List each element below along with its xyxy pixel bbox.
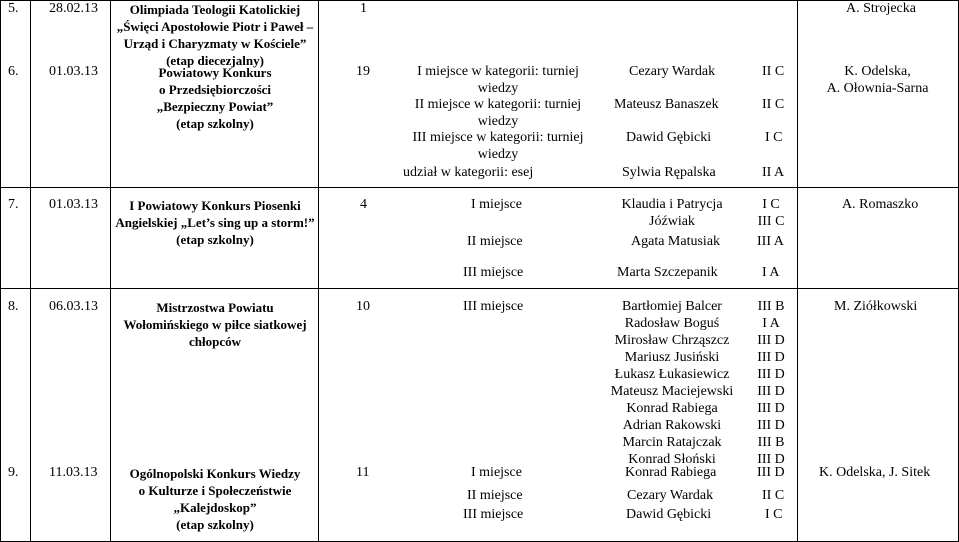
teacher-name: A. Romaszko xyxy=(842,197,919,212)
row-date: 28.02.13 xyxy=(49,1,98,16)
class-name: II C xyxy=(762,488,785,503)
row-number: 6. xyxy=(8,64,19,79)
class-name: I A xyxy=(762,316,780,331)
student-name: Konrad Słoński xyxy=(628,452,716,467)
result-place xyxy=(398,96,598,130)
title-line: Angielskiej „Let’s sing up a storm!” xyxy=(115,215,315,230)
competition-title xyxy=(112,299,318,350)
student-name: Cezary Wardak xyxy=(629,64,716,79)
student-name: Marta Szczepanik xyxy=(617,265,718,280)
student-list xyxy=(590,298,754,468)
student-name: Mateusz Banaszek xyxy=(614,97,719,112)
title-line: o Przedsiębiorczości xyxy=(158,82,272,97)
title-line: „Święci Apostołowie Piotr i Paweł – xyxy=(116,19,314,34)
title-line: (etap diecezjalny) xyxy=(166,53,264,68)
title-line: (etap szkolny) xyxy=(176,116,254,131)
teacher-line: K. Odelska, xyxy=(844,64,911,79)
student-name xyxy=(590,196,754,230)
row-number: 5. xyxy=(8,1,19,16)
place-line: wiedzy xyxy=(477,81,519,96)
grid-line xyxy=(110,0,111,542)
title-line: Mistrzostwa Powiatu xyxy=(156,300,274,315)
student-name: Marcin Ratajczak xyxy=(622,435,722,450)
title-line: (etap szkolny) xyxy=(176,517,254,532)
title-line: chłopców xyxy=(189,334,241,349)
row-number: 8. xyxy=(8,299,19,314)
student-name: Adrian Rakowski xyxy=(622,418,722,433)
participant-count: 11 xyxy=(356,465,370,480)
class-name: III B xyxy=(757,299,785,314)
participant-count: 10 xyxy=(356,299,370,314)
participant-count: 4 xyxy=(360,197,367,212)
result-place: II miejsce xyxy=(467,488,523,503)
class-name: III A xyxy=(757,234,784,249)
competition-title xyxy=(112,1,318,69)
teacher-name: A. Strojecka xyxy=(846,1,916,16)
result-place xyxy=(398,63,598,97)
place-line: wiedzy xyxy=(477,114,519,129)
row-date: 01.03.13 xyxy=(49,64,98,79)
class-line: I C xyxy=(762,197,780,212)
row-date: 06.03.13 xyxy=(49,299,98,314)
title-line: Ogólnopolski Konkurs Wiedzy xyxy=(129,466,301,481)
place-line: I miejsce w kategorii: turniej xyxy=(417,64,579,79)
class-line: III C xyxy=(757,214,785,229)
competition-title xyxy=(112,64,318,132)
result-place: III miejsce xyxy=(463,299,524,314)
student-name: Agata Matusiak xyxy=(631,234,721,249)
grid-line xyxy=(0,288,959,289)
place-line: III miejsce w kategorii: turniej xyxy=(412,130,584,145)
place-line: II miejsce w kategorii: turniej xyxy=(414,97,582,112)
grid-line xyxy=(30,0,31,542)
result-place: III miejsce xyxy=(463,265,524,280)
grid-line xyxy=(0,0,1,542)
participant-count: 19 xyxy=(356,64,370,79)
class-name: II C xyxy=(762,64,785,79)
row-date: 11.03.13 xyxy=(49,465,98,480)
class-name: III D xyxy=(757,384,785,399)
result-place xyxy=(398,129,598,163)
class-name: III D xyxy=(757,452,785,467)
class-name: III D xyxy=(757,350,785,365)
place-line: wiedzy xyxy=(477,147,519,162)
student-name: Konrad Rabiega xyxy=(625,465,717,480)
student-name: Konrad Rabiega xyxy=(626,401,718,416)
result-place: udział w kategorii: esej xyxy=(403,165,534,180)
teacher-line: A. Ołownia-Sarna xyxy=(826,81,929,96)
title-line: I Powiatowy Konkurs Piosenki xyxy=(129,198,301,213)
class-name: III D xyxy=(757,465,785,480)
teacher-name xyxy=(798,63,957,97)
result-place: II miejsce xyxy=(467,234,523,249)
student-name: Bartłomiej Balcer xyxy=(622,299,722,314)
class-name: I A xyxy=(762,265,780,280)
student-name: Mariusz Jusiński xyxy=(624,350,720,365)
student-name: Dawid Gębicki xyxy=(626,507,712,522)
class-name: III D xyxy=(757,418,785,433)
student-line: Jóźwiak xyxy=(649,214,695,229)
title-line: Wołomińskiego w piłce siatkowej xyxy=(123,317,307,332)
result-place: I miejsce xyxy=(471,465,522,480)
title-line: o Kulturze i Społeczeństwie xyxy=(138,483,292,498)
class-name: II A xyxy=(762,165,785,180)
student-name: Mirosław Chrząszcz xyxy=(614,333,730,348)
class-name xyxy=(744,196,798,230)
row-number: 7. xyxy=(8,197,19,212)
title-line: Powiatowy Konkurs xyxy=(158,65,272,80)
class-name: II C xyxy=(762,97,785,112)
student-name: Łukasz Łukasiewicz xyxy=(614,367,730,382)
competition-title xyxy=(112,465,318,533)
title-line: „Bezpieczny Powiat” xyxy=(156,99,274,114)
result-place: I miejsce xyxy=(471,197,522,212)
student-name: Sylwia Rępalska xyxy=(622,165,716,180)
participant-count: 1 xyxy=(360,1,367,16)
class-name: III D xyxy=(757,333,785,348)
grid-line xyxy=(318,0,319,542)
class-list xyxy=(744,298,798,468)
grid-line xyxy=(0,187,959,188)
student-name: Cezary Wardak xyxy=(627,488,714,503)
class-name: I C xyxy=(765,130,783,145)
class-name: I C xyxy=(765,507,783,522)
teacher-name: M. Ziółkowski xyxy=(834,299,918,314)
class-name: III D xyxy=(757,401,785,416)
row-date: 01.03.13 xyxy=(49,197,98,212)
student-name: Dawid Gębicki xyxy=(626,130,712,145)
class-name: III B xyxy=(757,435,785,450)
competition-title xyxy=(112,197,318,248)
title-line: „Kalejdoskop” xyxy=(173,500,257,515)
teacher-name: K. Odelska, J. Sitek xyxy=(819,465,931,480)
title-line: Olimpiada Teologii Katolickiej xyxy=(129,2,301,17)
title-line: Urząd i Charyzmaty w Kościele” xyxy=(123,36,307,51)
result-place: III miejsce xyxy=(463,507,524,522)
title-line: (etap szkolny) xyxy=(176,232,254,247)
student-line: Klaudia i Patrycja xyxy=(621,197,723,212)
row-number: 9. xyxy=(8,465,19,480)
class-name: III D xyxy=(757,367,785,382)
student-name: Radosław Boguś xyxy=(624,316,720,331)
student-name: Mateusz Maciejewski xyxy=(610,384,734,399)
